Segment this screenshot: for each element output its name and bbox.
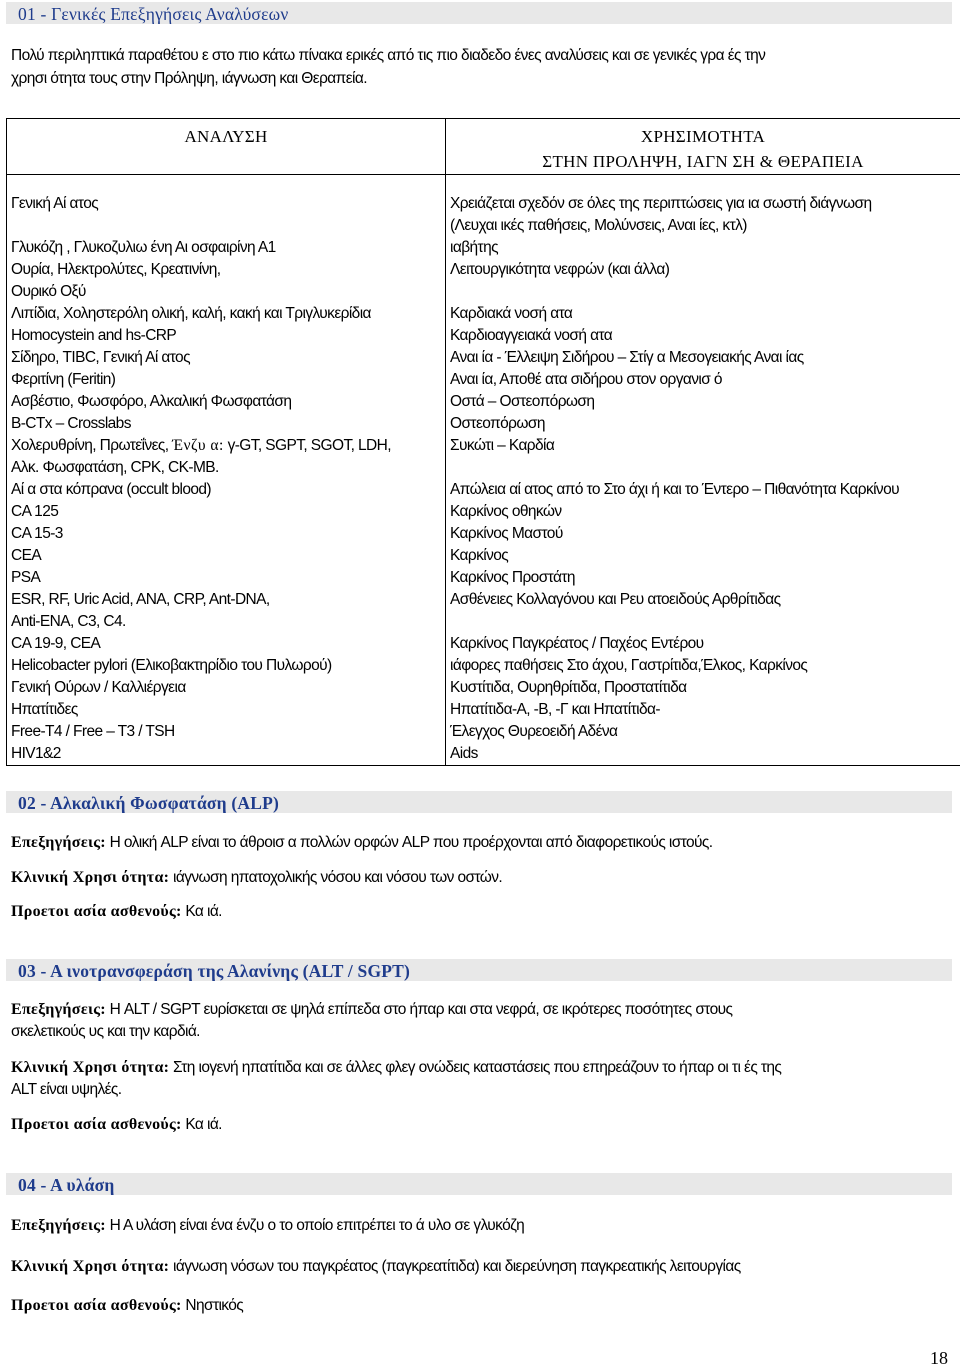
usefulness-item: ιάφορες παθήσεις Στο άχου, Γαστρίτιδα,Έλκος, Καρκίνος xyxy=(450,657,808,674)
explanation-label: Επεξηγήσεις: xyxy=(11,834,106,851)
usefulness-item: Ηπατίτιδα-Α, -Β, -Γ και Ηπατίτιδα- xyxy=(450,701,660,718)
alp-clinical-use xyxy=(11,867,951,889)
section-title: 02 - Αλκαλική Φωσφατάση (ALP) xyxy=(18,793,280,813)
explanation-label: Επεξηγήσεις: xyxy=(11,1217,106,1234)
amylase-explanation xyxy=(11,1215,951,1237)
usefulness-item: Καρδιοαγγειακά νοσή ατα xyxy=(450,327,613,344)
usefulness-item: Συκώτι – Καρδία xyxy=(450,437,555,454)
alt-preparation xyxy=(11,1114,951,1136)
usefulness-item: Λειτουργικότητα νεφρών (και άλλα) xyxy=(450,261,670,278)
preparation-text: Κα ιά. xyxy=(181,1116,222,1133)
alt-clinical-use xyxy=(11,1057,951,1101)
usefulness-item: Οστεοπόρωση xyxy=(450,415,545,432)
intro-line-2: χρησι ότητα τους στην Πρόληψη, ιάγνωση και Θεραπεία. xyxy=(11,70,367,87)
header-usefulness xyxy=(446,119,960,175)
usefulness-item: ιαβήτης xyxy=(450,239,498,256)
analysis-item xyxy=(11,435,441,457)
section-header-03 xyxy=(6,959,952,981)
section-header-01 xyxy=(6,2,952,24)
analysis-item: B-CTx – Crosslabs xyxy=(11,415,131,432)
analysis-item: CA 125 xyxy=(11,503,59,520)
preparation-text: Κα ιά. xyxy=(181,903,222,920)
header-usefulness-line-1: ΧΡΗΣΙΜΟΤΗΤΑ xyxy=(640,127,766,146)
analysis-item-part: Χολερυθρίνη, Πρωτεΐνες, xyxy=(11,437,173,454)
usefulness-item: Καρκίνος Μαστού xyxy=(450,525,563,542)
analysis-item: ESR, RF, Uric Acid, ANA, CRP, Ant-DNA, xyxy=(11,591,270,608)
usefulness-item: Απώλεια αί ατος από το Στο άχι ή και το Έντερο – Πιθανότητα Καρκίνου xyxy=(450,481,899,498)
table-header-row xyxy=(7,119,960,175)
alt-explanation xyxy=(11,999,951,1043)
usefulness-item: (Λευχαι ικές παθήσεις, Μολύνσεις, Αναι ίες, κτλ) xyxy=(450,217,747,234)
analysis-item: Φεριτίνη (Feritin) xyxy=(11,371,116,388)
clinical-use-text: Στη ιογενή ηπατίτιδα και σε άλλες φλεγ ονώδεις καταστάσεις που επηρεάζουν το ήπαρ οι τι ές της xyxy=(169,1059,782,1076)
usefulness-item: Καρκίνος οθηκών xyxy=(450,503,562,520)
amylase-preparation xyxy=(11,1295,951,1317)
analysis-item: Ουρικό Οξύ xyxy=(11,283,86,300)
usefulness-item: Aids xyxy=(450,745,478,762)
analysis-item: Free-T4 / Free – T3 / TSH xyxy=(11,723,175,740)
preparation-label: Προετοι ασία ασθενούς: xyxy=(11,903,182,920)
page-number: 18 xyxy=(930,1348,948,1368)
table-body-row xyxy=(7,175,960,766)
explanation-text: Η ολική ALP είναι το άθροισ α πολλών ορφών ALP που προέρχονται από διαφορετικούς ιστούς. xyxy=(105,834,713,851)
analysis-item: Γενική Ούρων / Καλλιέργεια xyxy=(11,679,186,696)
clinical-use-label: Κλινική Χρησι ότητα: xyxy=(11,869,170,886)
analysis-item: CEA xyxy=(11,547,42,564)
intro-paragraph xyxy=(11,44,951,90)
analysis-item: HIV1&2 xyxy=(11,745,61,762)
preparation-label: Προετοι ασία ασθενούς: xyxy=(11,1116,182,1133)
clinical-use-text: ιάγνωση ηπατοχολικής νόσου και νόσου των οστών. xyxy=(169,869,503,886)
analysis-item: Ασβέστιο, Φωσφόρο, Αλκαλική Φωσφατάση xyxy=(11,393,292,410)
analysis-item: Αί α στα κόπρανα (occult blood) xyxy=(11,481,211,498)
usefulness-item: Καρκίνος Παγκρέατος / Παχέος Εντέρου xyxy=(450,635,704,652)
header-analysis xyxy=(7,119,446,175)
section-title: 01 - Γενικές Επεξηγήσεις Αναλύσεων xyxy=(18,4,289,24)
analysis-item: Anti-ENA, C3, C4. xyxy=(11,613,126,630)
usefulness-item: Ασθένειες Κολλαγόνου και Ρευ ατοειδούς Αρθρίτιδας xyxy=(450,591,781,608)
preparation-text: Νηστικός xyxy=(181,1297,244,1314)
analysis-item: CA 15-3 xyxy=(11,525,63,542)
usefulness-item: Καρκίνος Προστάτη xyxy=(450,569,575,586)
analysis-column xyxy=(7,175,446,766)
analysis-item: Ουρία, Ηλεκτρολύτες, Κρεατινίνη, xyxy=(11,261,221,278)
section-title: 04 - Α υλάση xyxy=(18,1175,115,1195)
usefulness-item: Αναι ία - Έλλειψη Σιδήρου – Στίγ α Μεσογειακής Αναι ίας xyxy=(450,349,804,366)
analysis-table xyxy=(6,118,960,766)
analysis-item: Σίδηρο, TIBC, Γενική Αί ατος xyxy=(11,349,190,366)
analysis-item: Γενική Αί ατος xyxy=(11,195,99,212)
alp-explanation xyxy=(11,832,951,854)
clinical-use-label: Κλινική Χρησι ότητα: xyxy=(11,1258,170,1275)
amylase-clinical-use xyxy=(11,1256,951,1278)
clinical-use-label: Κλινική Χρησι ότητα: xyxy=(11,1059,170,1076)
clinical-use-text: ιάγνωση νόσων του παγκρέατος (παγκρεατίτιδα) και διερεύνηση παγκρεατικής λειτουργίας xyxy=(169,1258,741,1275)
usefulness-item: Χρειάζεται σχεδόν σε όλες της περιπτώσεις για ια σωστή διάγνωση xyxy=(450,195,872,212)
analysis-item: Λιπίδια, Χοληστερόλη ολική, καλή, κακή και Τριγλυκερίδια xyxy=(11,305,371,322)
intro-line-1: Πολύ περιληπτικά παραθέτου ε στο πιο κάτω πίνακα ερικές από τις πιο διαδεδο ένες αναλύσεις και σε γενικές γρα ές την xyxy=(11,47,766,64)
clinical-use-text: ALT είναι υψηλές. xyxy=(11,1081,122,1098)
analysis-item: PSA xyxy=(11,569,41,586)
explanation-label: Επεξηγήσεις: xyxy=(11,1001,106,1018)
analysis-item: Ηπατίτιδες xyxy=(11,701,78,718)
analysis-item: CA 19-9, CEA xyxy=(11,635,101,652)
section-title: 03 - Α ινοτρανσφεράση της Αλανίνης (ALT / SGPT) xyxy=(18,961,411,981)
usefulness-item: Καρδιακά νοσή ατα xyxy=(450,305,573,322)
usefulness-item: Καρκίνος xyxy=(450,547,509,564)
analysis-item: Homocystein and hs-CRP xyxy=(11,327,177,344)
analysis-item-part: γ-GT, SGPT, SGOT, LDH, xyxy=(223,437,391,454)
section-header-04 xyxy=(6,1173,952,1195)
usefulness-item: Κυστίτιδα, Ουρηθρίτιδα, Προστατίτιδα xyxy=(450,679,687,696)
analysis-item: Γλυκόζη , Γλυκοζυλιω ένη Αι οσφαιρίνη Α1 xyxy=(11,239,276,256)
usefulness-item: Αναι ία, Αποθέ ατα σιδήρου στον οργανισ ό xyxy=(450,371,722,388)
alp-preparation xyxy=(11,901,951,923)
enzymes-label: Ένζυ α: xyxy=(172,437,224,454)
preparation-label: Προετοι ασία ασθενούς: xyxy=(11,1297,182,1314)
analysis-item: Αλκ. Φωσφατάση, CPK, CK-MB. xyxy=(11,459,219,476)
section-header-02 xyxy=(6,791,952,813)
header-usefulness-line-2: ΣΤΗΝ ΠΡΟΛΗΨΗ, ΙΑΓΝ ΣΗ & ΘΕΡΑΠΕΙΑ xyxy=(542,152,864,171)
explanation-text: σκελετικούς υς και την καρδιά. xyxy=(11,1023,200,1040)
usefulness-column xyxy=(446,175,960,766)
usefulness-item: Οστά – Οστεοπόρωση xyxy=(450,393,595,410)
header-analysis-text: ΑΝΑΛΥΣΗ xyxy=(184,127,268,146)
explanation-text: Η Α υλάση είναι ένα ένζυ ο το οποίο επιτρέπει το ά υλο σε γλυκόζη xyxy=(105,1217,525,1234)
analysis-item: Helicobacter pylori (Ελικοβακτηρίδιο του Πυλωρού) xyxy=(11,657,332,674)
usefulness-item: Έλεγχος Θυρεοειδή Αδένα xyxy=(450,723,618,740)
explanation-text: Η ALT / SGPT ευρίσκεται σε ψηλά επίπεδα στο ήπαρ και στα νεφρά, σε ικρότερες ποσότητες στους xyxy=(105,1001,733,1018)
